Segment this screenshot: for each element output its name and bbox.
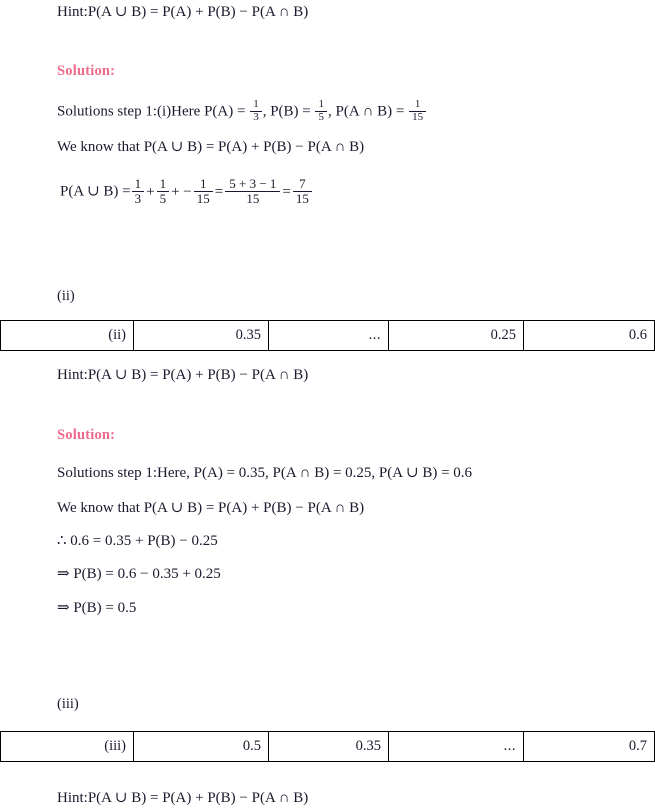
table-row	[1, 732, 655, 762]
fraction-term-3-denominator: 15	[194, 191, 213, 206]
fraction-term-2-denominator: 5	[157, 191, 170, 206]
table-cell-pab-union: 0.6	[524, 321, 655, 351]
we-know-line-two: We know that P(A ∪ B) = P(A) + P(B) − P(A ∩ B)	[57, 500, 365, 516]
step-prefix-text: Solutions step 1:(i)Here P(A) =	[57, 103, 250, 120]
fraction-pa-numerator: 1	[253, 98, 259, 110]
solution-heading-two: Solution:	[57, 427, 116, 443]
fraction-pab-denominator: 15	[409, 111, 426, 124]
fraction-term-4-numerator: 5 + 3 − 1	[229, 176, 277, 191]
fraction-term-1-denominator: 3	[132, 191, 145, 206]
fraction-term-3-numerator: 1	[200, 176, 207, 191]
pb-label-text: , P(B) =	[262, 103, 315, 120]
table-row	[1, 321, 655, 351]
union-probability-equation	[60, 178, 313, 206]
fraction-term-2	[157, 177, 170, 205]
fraction-term-2-numerator: 1	[159, 176, 167, 191]
table-cell-pab-intersection: 0.25	[389, 321, 524, 351]
fraction-pa	[250, 99, 262, 123]
derivation-line-1: ∴ 0.6 = 0.35 + P(B) − 0.25	[57, 533, 218, 549]
equation-lhs: P(A ∪ B) =	[60, 183, 131, 200]
table-cell-part-label: (iii)	[1, 732, 134, 762]
table-cell-pa: 0.35	[134, 321, 269, 351]
pab-label-text: , P(A ∩ B) =	[327, 103, 409, 120]
solution-step-two: Solutions step 1:Here, P(A) = 0.35, P(A ∩ B) = 0.25, P(A ∪ B) = 0.6	[57, 465, 473, 481]
hint-line-three: Hint:P(A ∪ B) = P(A) + P(B) − P(A ∩ B)	[57, 790, 309, 806]
table-cell-pab-intersection: ...	[389, 732, 524, 762]
table-cell-pb: ...	[269, 321, 389, 351]
fraction-pb	[315, 99, 327, 123]
fraction-term-1-numerator: 1	[134, 176, 142, 191]
probability-table-two	[0, 320, 655, 351]
table-cell-pb: 0.35	[269, 732, 389, 762]
fraction-term-5-numerator: 7	[299, 176, 306, 191]
part-label-two: (ii)	[57, 288, 75, 304]
derivation-line-3: ⇒ P(B) = 0.5	[57, 600, 137, 616]
table-cell-pa: 0.5	[134, 732, 269, 762]
hint-line-two: Hint:P(A ∪ B) = P(A) + P(B) − P(A ∩ B)	[57, 367, 309, 383]
fraction-pab-numerator: 1	[414, 98, 421, 110]
table-cell-part-label: (ii)	[1, 321, 134, 351]
equation-equals-2: =	[282, 183, 291, 200]
derivation-line-2: ⇒ P(B) = 0.6 − 0.35 + 0.25	[57, 566, 221, 582]
fraction-term-1	[132, 177, 145, 205]
equation-equals-1: =	[214, 183, 224, 200]
equation-operator-2: + −	[171, 183, 192, 200]
probability-table-three	[0, 731, 655, 762]
fraction-pb-numerator: 1	[318, 98, 324, 110]
fraction-term-4	[225, 177, 280, 205]
table-cell-pab-union: 0.7	[524, 732, 655, 762]
fraction-term-5	[293, 177, 312, 205]
fraction-pab	[409, 99, 426, 123]
fraction-term-5-denominator: 15	[293, 191, 312, 206]
part-label-three: (iii)	[57, 696, 79, 712]
solution-heading-one: Solution:	[57, 63, 116, 79]
fraction-term-4-denominator: 15	[225, 191, 280, 206]
fraction-pb-denominator: 5	[315, 111, 327, 124]
we-know-line-one: We know that P(A ∪ B) = P(A) + P(B) − P(A ∩ B)	[57, 139, 365, 155]
hint-line-top: Hint:P(A ∪ B) = P(A) + P(B) − P(A ∩ B)	[57, 4, 309, 20]
fraction-term-3	[194, 177, 213, 205]
equation-operator-1: +	[146, 183, 155, 200]
solution-step-one	[57, 100, 427, 124]
fraction-pa-denominator: 3	[250, 111, 262, 124]
